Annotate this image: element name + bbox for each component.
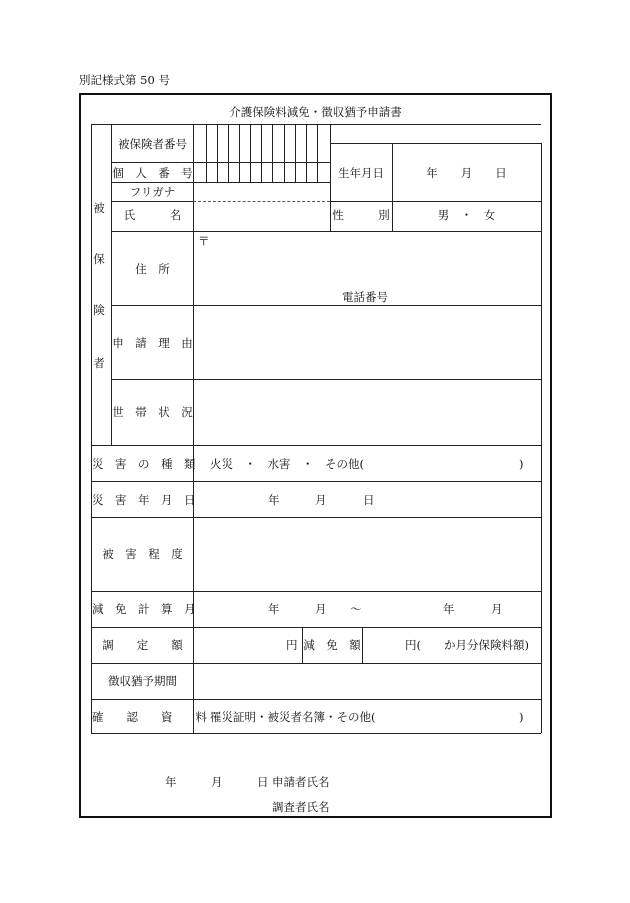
group-label-char: 被	[93, 201, 105, 215]
reduction-amount-label: 減 免 額	[303, 638, 361, 652]
damage-label: 被 害 程 度	[102, 547, 183, 561]
row-line	[91, 627, 541, 628]
period-month-1: 月	[315, 602, 327, 616]
number-grid-line	[306, 124, 307, 182]
period-month-2: 月	[491, 602, 503, 616]
right-top-line	[330, 143, 541, 144]
furigana-dashed-line	[193, 201, 330, 202]
disaster-date-month: 月	[315, 493, 327, 507]
name-label: 氏 名	[123, 208, 182, 222]
row-line	[111, 231, 541, 232]
adjusted-split-line	[362, 627, 363, 663]
row-line	[91, 445, 541, 446]
form-number: 別記様式第 50 号	[79, 73, 170, 87]
number-grid-line	[250, 124, 251, 182]
birth-date-label: 生年月日	[338, 166, 384, 180]
confirm-docs-value: 罹災証明・被災者名簿・その他(	[210, 710, 376, 724]
group-label-char: 者	[93, 356, 105, 370]
row-line	[91, 733, 541, 734]
sex-label: 性 別	[332, 208, 390, 222]
number-grid-line	[261, 124, 262, 182]
row-line	[91, 517, 541, 518]
row-line	[111, 379, 541, 380]
period-year-1: 年	[268, 602, 280, 616]
adjusted-yen: 円	[286, 638, 298, 652]
disaster-date-label: 災 害 年 月 日	[92, 493, 196, 507]
postal-mark: 〒	[198, 234, 210, 248]
period-tilde: 〜	[350, 602, 362, 616]
number-grid-line	[239, 124, 240, 182]
number-grid-line	[206, 124, 207, 182]
investigator-name-label: 調査者氏名	[272, 800, 330, 814]
number-grid-line	[228, 124, 229, 182]
address-label: 住 所	[135, 262, 170, 276]
personal-number-label: 個 人 番 号	[112, 166, 193, 180]
row-line	[91, 481, 541, 482]
number-grid-line	[295, 124, 296, 182]
row-line	[91, 591, 541, 592]
disaster-type-label: 災 害 の 種 類	[92, 457, 196, 471]
row-line	[111, 201, 193, 202]
sex-value: 男 ・ 女	[437, 208, 496, 222]
number-grid-line	[317, 124, 318, 182]
applicant-name-label: 申請者氏名	[272, 775, 330, 789]
disaster-type-value: 火災 ・ 水害 ・ その他(	[210, 457, 364, 471]
period-label: 減 免 計 算 月	[92, 602, 196, 616]
row-line	[330, 201, 541, 202]
reason-label: 申 請 理 由	[112, 336, 193, 350]
number-grid-line	[284, 124, 285, 182]
insured-number-label: 被保険者番号	[118, 137, 187, 151]
table-top-line	[91, 124, 541, 125]
phone-label: 電話番号	[342, 290, 388, 304]
group-label-char: 保	[93, 252, 105, 266]
number-grid-line	[272, 124, 273, 182]
group-label-char: 険	[93, 303, 105, 317]
number-grid-line	[217, 124, 218, 182]
birth-date-value: 年 月 日	[426, 166, 507, 180]
disaster-type-close: )	[519, 457, 524, 471]
period-year-2: 年	[443, 602, 455, 616]
label-column-line	[193, 124, 194, 733]
row-line	[111, 162, 330, 163]
disaster-date-day: 日	[363, 493, 375, 507]
household-label: 世 帯 状 況	[112, 405, 193, 419]
row-line	[91, 663, 541, 664]
row-line	[111, 182, 330, 183]
table-right-line	[541, 143, 542, 733]
deferral-period-label: 徴収猶予期間	[108, 674, 177, 688]
furigana-label: フリガナ	[129, 185, 176, 199]
row-line	[91, 699, 541, 700]
row-line	[111, 305, 541, 306]
disaster-date-year: 年	[268, 493, 280, 507]
form-title: 介護保険料減免・徴収猶予申請書	[229, 105, 402, 119]
confirm-docs-label: 確 認 資 料	[92, 710, 207, 724]
adjusted-amount-label: 調 定 額	[102, 638, 183, 652]
confirm-docs-close: )	[519, 710, 524, 724]
reduction-yen-text: 円( か月分保険料額)	[405, 638, 529, 652]
footer-date: 年 月 日	[165, 775, 269, 789]
